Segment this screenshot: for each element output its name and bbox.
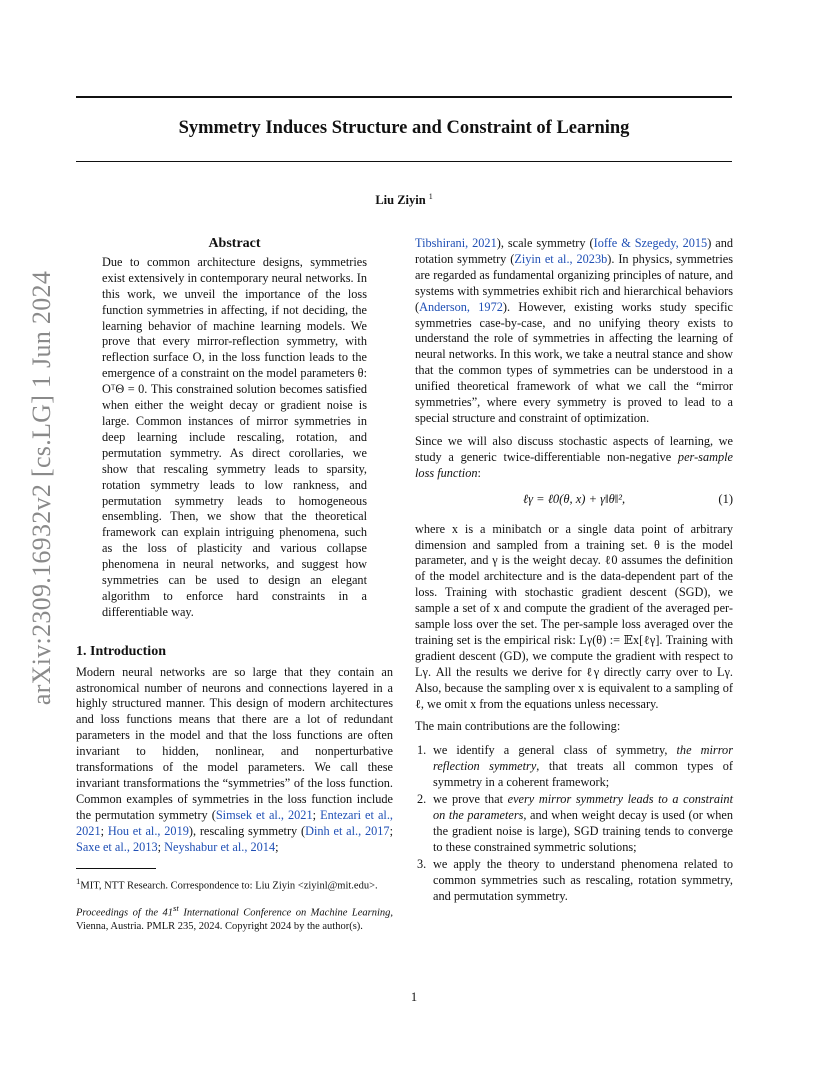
title-rule-top [76,96,732,98]
intro-text-rotation: ) and rotation symmetry ( [415,236,733,266]
citation-separator: ; [312,807,321,822]
citation-ioffe[interactable]: Ioffe & Szegedy, 2015 [593,236,708,250]
citation-separator: ; [100,823,108,838]
list-number: 3. [417,856,427,871]
introduction-heading: 1. Introduction [76,643,166,659]
stochastic-colon: : [477,465,481,480]
proceedings-footnote [76,902,393,934]
affiliation-text: MIT, NTT Research. Correspondence to: Liu Ziyin <ziyinl@mit.edu>. [80,880,378,892]
citation-neyshabur[interactable]: Neyshabur et al., 2014 [164,839,276,854]
intro-text: Modern neural networks are so large that they contain an astronomical number of neurons and connections layered in a highly structured manner. This design of modern architectures and loss functions means that there are a lot of redundant parameters in the model and that the loss functions are often invariant to hidden, nonlinear, and nonperturbative transformations of the model parameters. We call these invariant transformations the “symmetries” of the loss function. Common examples of symmetries in the loss function include the permutation symmetry ( [76,664,393,822]
equation-expression: ℓγ = ℓ0(θ, x) + γ‖θ‖², [522,491,626,506]
citation-separator: ; [157,839,165,854]
list-number: 2. [417,792,427,807]
proceedings-sup: st [173,902,179,913]
list-text: , and when weight decay is used (or when the gradient noise is large), SGD training tends to converge to these constrained symmetric solutions; [433,808,733,854]
list-italic: every mirror symmetry leads to a constraint on the parameters [433,792,733,822]
affiliation-footnote [76,875,393,893]
intro-continuation-paragraph [415,236,733,427]
list-text: we apply the theory to understand phenomena related to common symmetries such as rescaling, rotation symmetry, and permutation symmetry. [433,856,733,903]
list-text: we identify a general class of symmetry, [433,743,677,758]
intro-text-rescaling: ), rescaling symmetry ( [188,823,306,838]
stochastic-text: Since we will also discuss stochastic aspects of learning, we study a generic twice-differentiable non-negative [415,433,733,464]
equation-1 [415,492,733,514]
footnote-mark: 1 [76,875,81,886]
abstract-text: Due to common architecture designs, symmetries exist extensively in contemporary neural networks. In this work, we unveil the importance of the loss function symmetries in affecting, if not deciding, the learning behavior of machine learning models. We prove that every mirror-reflection symmetry, with reflection surface O, in the loss function leads to the emergence of a constraint on the model parameters θ: OᵀΘ = 0. This constrained solution becomes satisfied when either the weight decay or gradient noise is large. Common instances of mirror symmetries in deep learning include rescaling, rotation, and permutation symmetry. As direct corollaries, we show that rescaling symmetry leads to sparsity, rotation symmetry leads to low rankness, and permutation symmetry leads to homogeneous ensembling. Then, we show that the theoretical framework can explain intriguing phenomena, such as the loss of plasticity and various collapse phenomena in neural networks, and suggest how symmetries can be used to design an elegant algorithm to enforce hard constraints in a differentiable way. [102,254,367,619]
introduction-paragraph [76,665,393,856]
proceedings-rest: , Vienna, Austria. PMLR 235, 2024. Copyright 2024 by the author(s). [76,907,393,932]
author-affiliation-mark: 1 [428,192,433,201]
list-number: 1. [417,743,427,758]
intro-text-physics: ). In physics, symmetries are regarded as fundamental organizing principles of nature, and systems with symmetries exhibit rich and hierarchical behaviors ( [415,251,733,314]
author-name: Liu Ziyin [375,193,426,208]
citation-saxe[interactable]: Saxe et al., 2013 [76,839,158,854]
page-number: 1 [410,990,418,1004]
citation-hou[interactable]: Hou et al., 2019 [107,823,189,838]
definitions-paragraph: where x is a minibatch or a single data point of arbitrary dimension and sampled from a training set. θ is the model parameter, and γ is the weight decay. ℓ0 assumes the definition of the model architecture and is the data-dependent part of the loss. Training with stochastic gradient descent (SGD), we sample a set of x and compute the gradient of the averaged per-sample loss over the set. The per-sample loss averaged over the training set is the empirical risk: Lγ(θ) := 𝔼x[ℓγ]. Training with gradient descent (GD), we compute the gradient with respect to Lγ. All the results we derive for ℓγ directly carry over to Lγ. Also, because the sampling over x is equivalent to a sampling of ℓ, we omit x from the equations unless necessary. [415,521,733,711]
list-italic: the mirror reflection symmetry [433,743,733,774]
citation-entezari[interactable]: Entezari et al., 2021 [76,807,393,838]
abstract-heading: Abstract [208,236,261,251]
contributions-list [415,743,733,904]
list-text: we prove that [433,792,508,807]
right-column [415,236,733,905]
contributions-intro: The main contributions are the following: [415,719,621,734]
intro-text-scale: ), scale symmetry ( [496,236,594,250]
list-item [415,743,733,791]
citation-separator: ; [389,823,393,838]
proceedings-italic: International Conference on Machine Learning [178,907,391,919]
left-column [76,236,393,933]
citation-anderson[interactable]: Anderson, 1972 [419,299,503,314]
citation-dinh[interactable]: Dinh et al., 2017 [305,823,390,838]
citation-simsek[interactable]: Simsek et al., 2021 [215,807,313,822]
author-line [76,192,732,208]
intro-trailing: ; [275,839,279,854]
arxiv-identifier-stamp: arXiv:2309.16932v2 [cs.LG] 1 Jun 2024 [27,270,56,706]
list-item [415,792,733,856]
stochastic-italic: per-sample loss function [415,449,733,480]
citation-ziyin[interactable]: Ziyin et al., 2023b [514,251,608,266]
equation-number: (1) [718,491,733,506]
stochastic-paragraph [415,434,733,482]
list-item [415,857,733,905]
proceedings-pre: Proceedings of the 41 [76,907,174,919]
title-rule-bottom [76,161,732,162]
citation-tibshirani[interactable]: Tibshirani, 2021 [415,236,497,250]
paper-title: Symmetry Induces Structure and Constraint of Learning [178,118,630,138]
list-text: , that treats all common types of symmetry in a coherent framework; [433,759,733,790]
footnote-rule [76,868,156,869]
intro-text-unified: ). However, existing works study specific symmetries case-by-case, and no unifying theory exists to understand the role of symmetries in affecting the learning of neural networks. In this work, we take a neutral stance and show that the common types of symmetries can be understood in a unified theoretical framework of what we call the “mirror symmetries”, where every symmetry is proved to lead to a special structure and constraint of optimization. [415,299,733,425]
